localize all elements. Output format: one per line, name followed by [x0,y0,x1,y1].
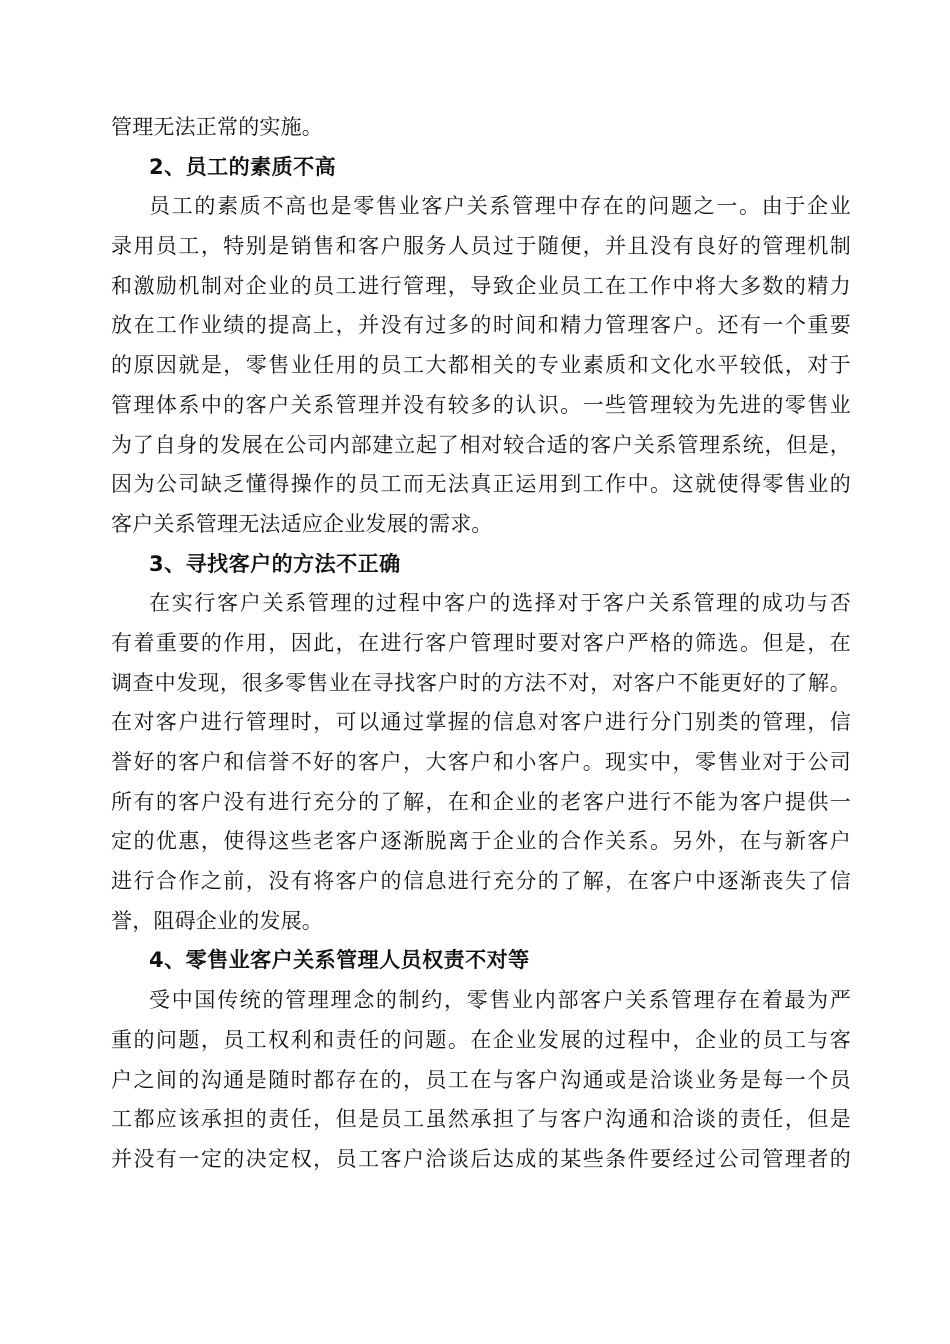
paragraph-line: 所有的客户没有进行充分的了解，在和企业的老客户进行不能为客户提供一 [111,789,851,814]
paragraph-line: 定的优惠，使得这些老客户逐渐脱离于企业的合作关系。另外，在与新客户 [111,829,851,854]
paragraph-line: 调查中发现，很多零售业在寻找客户时的方法不对，对客户不能更好的了解。 [111,670,851,695]
paragraph-line: 因为公司缺乏懂得操作的员工而无法真正运用到工作中。这就使得零售业的 [111,472,851,497]
paragraph-line: 为了自身的发展在公司内部建立起了相对较合适的客户关系管理系统，但是， [111,432,851,457]
paragraph-line: 录用员工，特别是销售和客户服务人员过于随便，并且没有良好的管理机制 [111,234,851,259]
document-body [111,108,851,1180]
paragraph-line: 有着重要的作用，因此，在进行客户管理时要对客户严格的筛选。但是，在 [111,630,851,655]
paragraph-line: 受中国传统的管理理念的制约，零售业内部客户关系管理存在着最为严 [149,988,851,1013]
paragraph-line: 在对客户进行管理时，可以通过掌握的信息对客户进行分门别类的管理，信 [111,710,851,735]
paragraph-line: 户之间的沟通是随时都存在的，员工在与客户沟通或是洽谈业务是每一个员 [111,1067,851,1092]
paragraph-line: 管理体系中的客户关系管理并没有较多的认识。一些管理较为先进的零售业 [111,392,851,417]
paragraph-line: 在实行客户关系管理的过程中客户的选择对于客户关系管理的成功与否 [149,591,851,616]
section-heading: 4、零售业客户关系管理人员权责不对等 [149,948,530,973]
paragraph-line: 和激励机制对企业的员工进行管理，导致企业员工在工作中将大多数的精力 [111,273,851,298]
paragraph-line: 工都应该承担的责任，但是员工虽然承担了与客户沟通和洽谈的责任，但是 [111,1107,851,1132]
paragraph-line: 进行合作之前，没有将客户的信息进行充分的了解，在客户中逐渐丧失了信 [111,869,851,894]
paragraph-line: 的原因就是，零售业任用的员工大都相关的专业素质和文化水平较低，对于 [111,353,851,378]
paragraph-line: 重的问题，员工权利和责任的问题。在企业发展的过程中，企业的员工与客 [111,1027,851,1052]
paragraph-line: 放在工作业绩的提高上，并没有过多的时间和精力管理客户。还有一个重要 [111,313,851,338]
section-heading: 3、寻找客户的方法不正确 [149,551,401,576]
paragraph-line: 客户关系管理无法适应企业发展的需求。 [111,511,493,536]
paragraph-line: 员工的素质不高也是零售业客户关系管理中存在的问题之一。由于企业 [149,194,851,219]
paragraph-line: 管理无法正常的实施。 [111,115,323,139]
paragraph-line: 誉，阻碍企业的发展。 [111,908,323,933]
paragraph-line: 并没有一定的决定权，员工客户洽谈后达成的某些条件要经过公司管理者的 [111,1146,851,1171]
section-heading: 2、员工的素质不高 [149,154,337,179]
paragraph-line: 誉好的客户和信誉不好的客户，大客户和小客户。现实中，零售业对于公司 [111,750,851,774]
